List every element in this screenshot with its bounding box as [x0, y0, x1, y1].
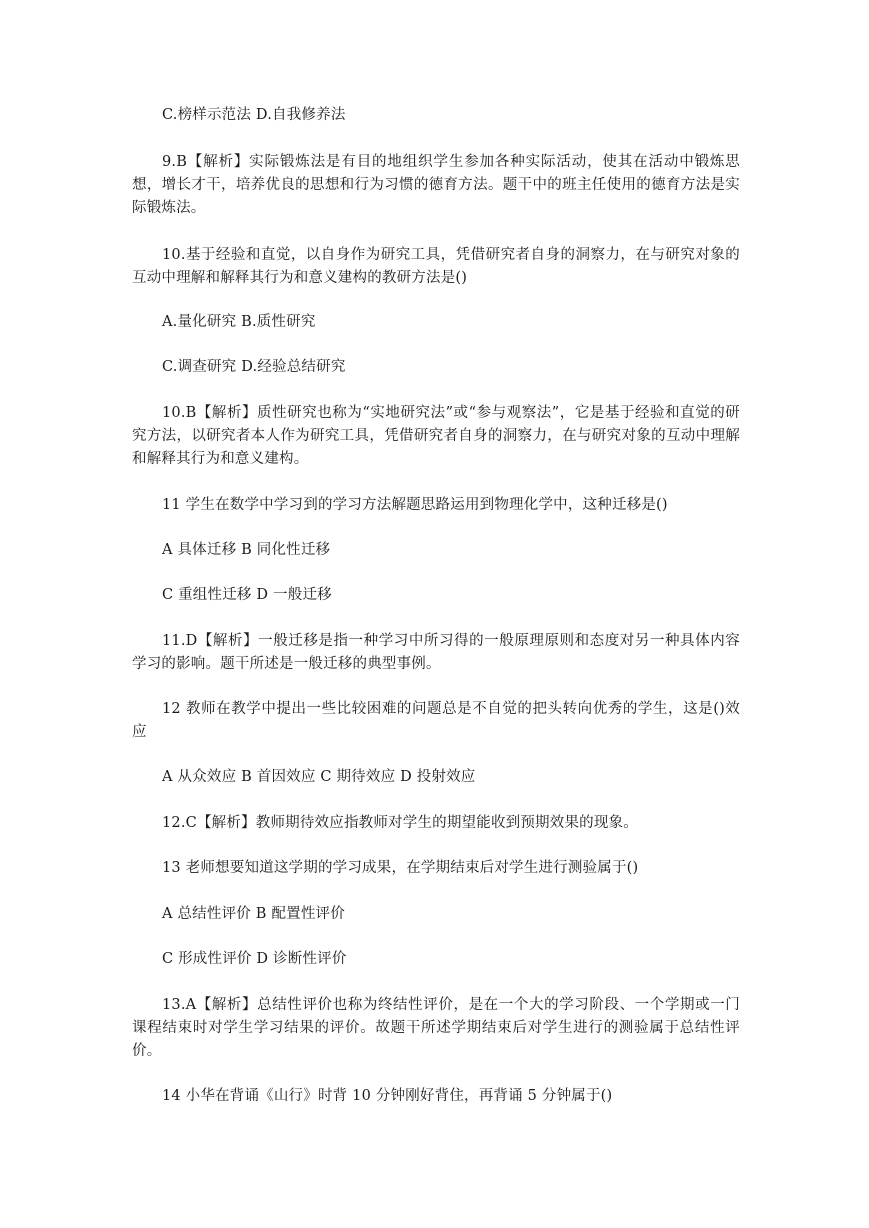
option-line-a-b-q13: A 总结性评价 B 配置性评价	[162, 906, 345, 922]
answer-explanation-9: 9.B【解析】实际锻炼法是有目的地组织学生参加各种实际活动，使其在活动中锻炼思想，增长才干，培养优良的思想和行为习惯的德育方法。题干中的班主任使用的德育方法是实际锻炼法。	[132, 154, 740, 216]
option-line-c-d-q10: C.调查研究 D.经验总结研究	[162, 359, 346, 375]
option-line-a-b-q11: A 具体迁移 B 同化性迁移	[162, 542, 331, 558]
option-line-c-d-q13: C 形成性评价 D 诊断性评价	[162, 951, 347, 967]
answer-explanation-12: 12.C【解析】教师期待效应指教师对学生的期望能收到预期效果的现象。	[162, 815, 638, 831]
option-line-a-b-q10: A.量化研究 B.质性研究	[162, 314, 316, 330]
answer-explanation-10: 10.B【解析】质性研究也称为“实地研究法”或“参与观察法”，它是基于经验和直觉的研究方法，以研究者本人作为研究工具，凭借研究者自身的洞察力，在与研究对象的互动中理解和解释其行为和意义建构。	[132, 405, 740, 467]
answer-explanation-13: 13.A【解析】总结性评价也称为终结性评价，是在一个大的学习阶段、一个学期或一门课程结束时对学生学习结果的评价。故题干所述学期结束后对学生进行的测验属于总结性评价。	[132, 997, 740, 1059]
option-line-c-d-q8: C.榜样示范法 D.自我修养法	[162, 107, 346, 123]
question-12: 12 教师在教学中提出一些比较困难的问题总是不自觉的把头转向优秀的学生，这是()效应	[132, 701, 740, 740]
question-14: 14 小华在背诵《山行》时背 10 分钟刚好背住，再背诵 5 分钟属于()	[162, 1088, 613, 1104]
question-11: 11 学生在数学中学习到的学习方法解题思路运用到物理化学中，这种迁移是()	[162, 497, 668, 513]
question-13: 13 老师想要知道这学期的学习成果，在学期结束后对学生进行测验属于()	[162, 860, 639, 876]
answer-explanation-11: 11.D【解析】一般迁移是指一种学习中所习得的一般原理原则和态度对另一种具体内容学习的影响。题干所述是一般迁移的典型事例。	[132, 633, 740, 672]
question-10: 10.基于经验和直觉，以自身作为研究工具，凭借研究者自身的洞察力，在与研究对象的互动中理解和解释其行为和意义建构的教研方法是()	[132, 247, 740, 286]
option-line-c-d-q11: C 重组性迁移 D 一般迁移	[162, 587, 332, 603]
option-line-q12: A 从众效应 B 首因效应 C 期待效应 D 投射效应	[162, 769, 476, 785]
